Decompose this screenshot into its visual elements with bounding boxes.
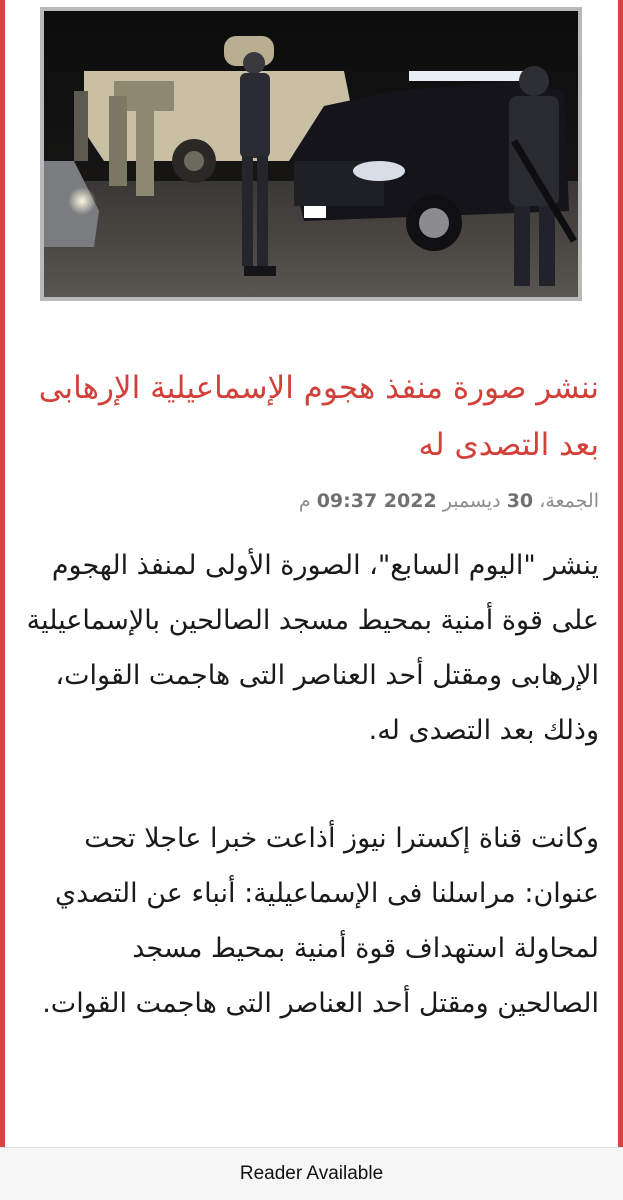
date-weekday: الجمعة، bbox=[539, 490, 599, 512]
date-month: ديسمبر bbox=[442, 490, 501, 512]
article-paragraph-2: وكانت قناة إكسترا نيوز أذاعت خبرا عاجلا تحت عنوان: مراسلنا فى الإسماعيلية: أنباء عن التصدي لمحاولة استهداف قوة أمنية بمحيط مسجد الصالحين ومقتل أحد العناصر التى هاجمت القوات. bbox=[42, 823, 599, 1019]
article-body bbox=[24, 360, 599, 1031]
date-day: 30 bbox=[506, 490, 534, 512]
right-accent-border bbox=[618, 0, 623, 1148]
article-headline[interactable]: ننشر صورة منفذ هجوم الإسماعيلية الإرهابى بعد التصدى له bbox=[38, 370, 599, 463]
date-suffix: م bbox=[298, 490, 311, 512]
article-photo[interactable] bbox=[40, 7, 582, 301]
left-accent-border bbox=[0, 0, 5, 1148]
reader-available-label[interactable]: Reader Available bbox=[239, 1163, 384, 1184]
article-paragraph-1: ينشر "اليوم السابع"، الصورة الأولى لمنفذ الهجوم على قوة أمنية بمحيط مسجد الصالحين بالإسماعيلية الإرهابى ومقتل أحد العناصر التى هاجمت القوات، وذلك بعد التصدى له. bbox=[26, 550, 599, 746]
photo-night-security-scene bbox=[44, 11, 578, 297]
article-dateline bbox=[24, 488, 599, 514]
date-year-time: 2022 09:37 bbox=[316, 490, 437, 512]
reader-available-bar[interactable] bbox=[0, 1147, 623, 1200]
